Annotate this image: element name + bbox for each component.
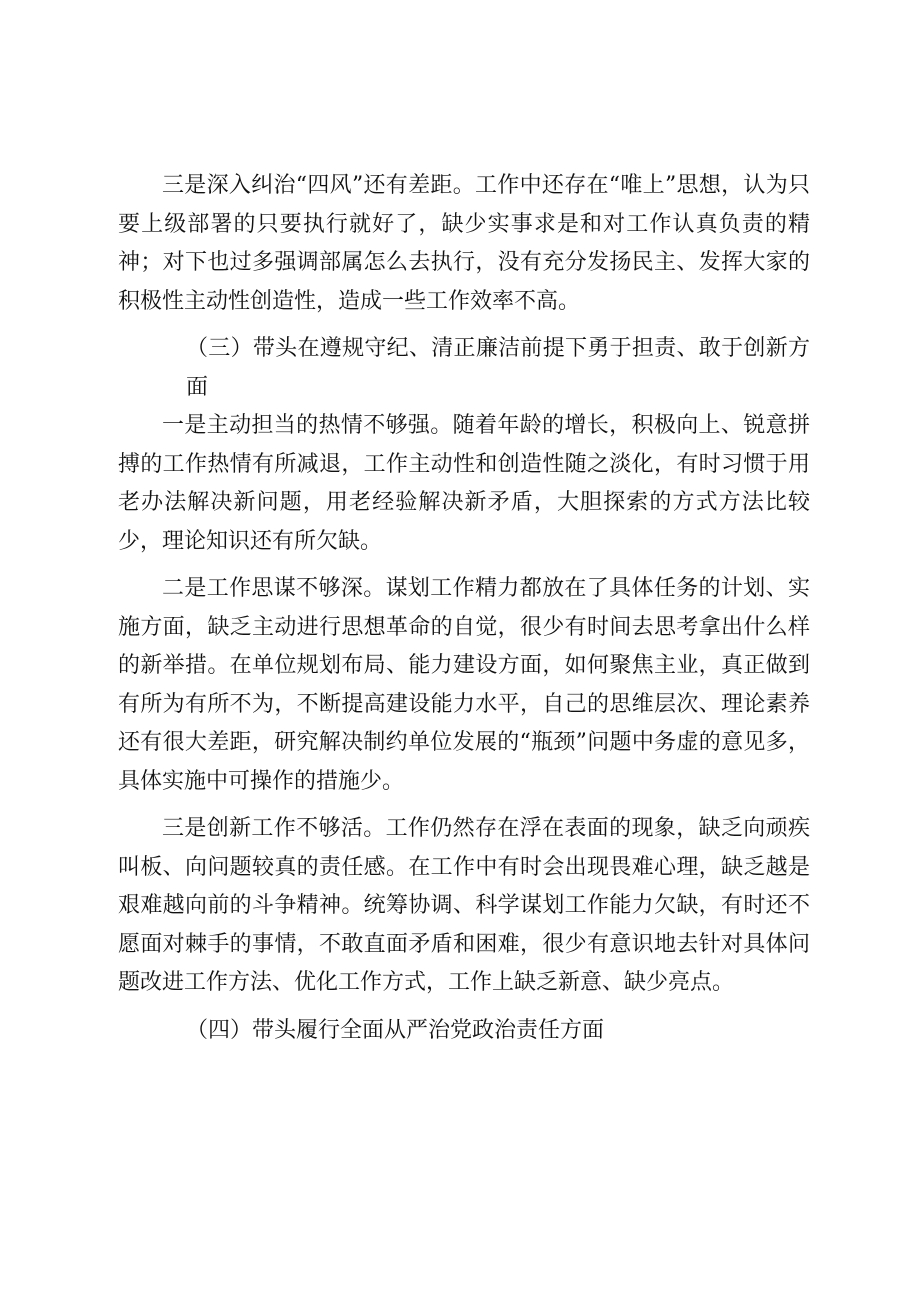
document-body (118, 167, 810, 1050)
paragraph-initiative: 一是主动担当的热情不够强。随着年龄的增长，积极向上、锐意拼搏的工作热情有所减退，工作主动性和创造性随之淡化，有时习惯于用老办法解决新问题，用老经验解决新矛盾，大胆探索的方式方法比较少，理论知识还有所欠缺。 (118, 413, 810, 554)
section-heading-three: （三）带头在遵规守纪、清正廉洁前提下勇于担责、敢于创新方面 (186, 336, 810, 400)
section-heading-four: （四）带头履行全面从严治党政治责任方面 (186, 1017, 605, 1043)
paragraph-planning: 二是工作思谋不够深。谋划工作精力都放在了具体任务的计划、实施方面，缺乏主动进行思想革命的自觉，很少有时间去思考拿出什么样的新举措。在单位规划布局、能力建设方面，如何聚焦主业，真正做到有所为有所不为，不断提高建设能力水平，自己的思维层次、理论素养还有很大差距，研究解决制约单位发展的“瓶颈”问题中务虚的意见多，具体实施中可操作的措施少。 (118, 576, 810, 794)
paragraph-fourwinds: 三是深入纠治“四风”还有差距。工作中还存在“唯上”思想，认为只要上级部署的只要执行就好了，缺少实事求是和对工作认真负责的精神；对下也过多强调部属怎么去执行，没有充分发扬民主、发挥大家的积极性主动性创造性，造成一些工作效率不高。 (118, 173, 810, 314)
paragraph-innovation: 三是创新工作不够活。工作仍然存在浮在表面的现象，缺乏向顽疾叫板、向问题较真的责任感。在工作中有时会出现畏难心理，缺乏越是艰难越向前的斗争精神。统筹协调、科学谋划工作能力欠缺，有时还不愿面对棘手的事情，不敢直面矛盾和困难，很少有意识地去针对具体问题改进工作方法、优化工作方式，工作上缺乏新意、缺少亮点。 (118, 816, 810, 995)
